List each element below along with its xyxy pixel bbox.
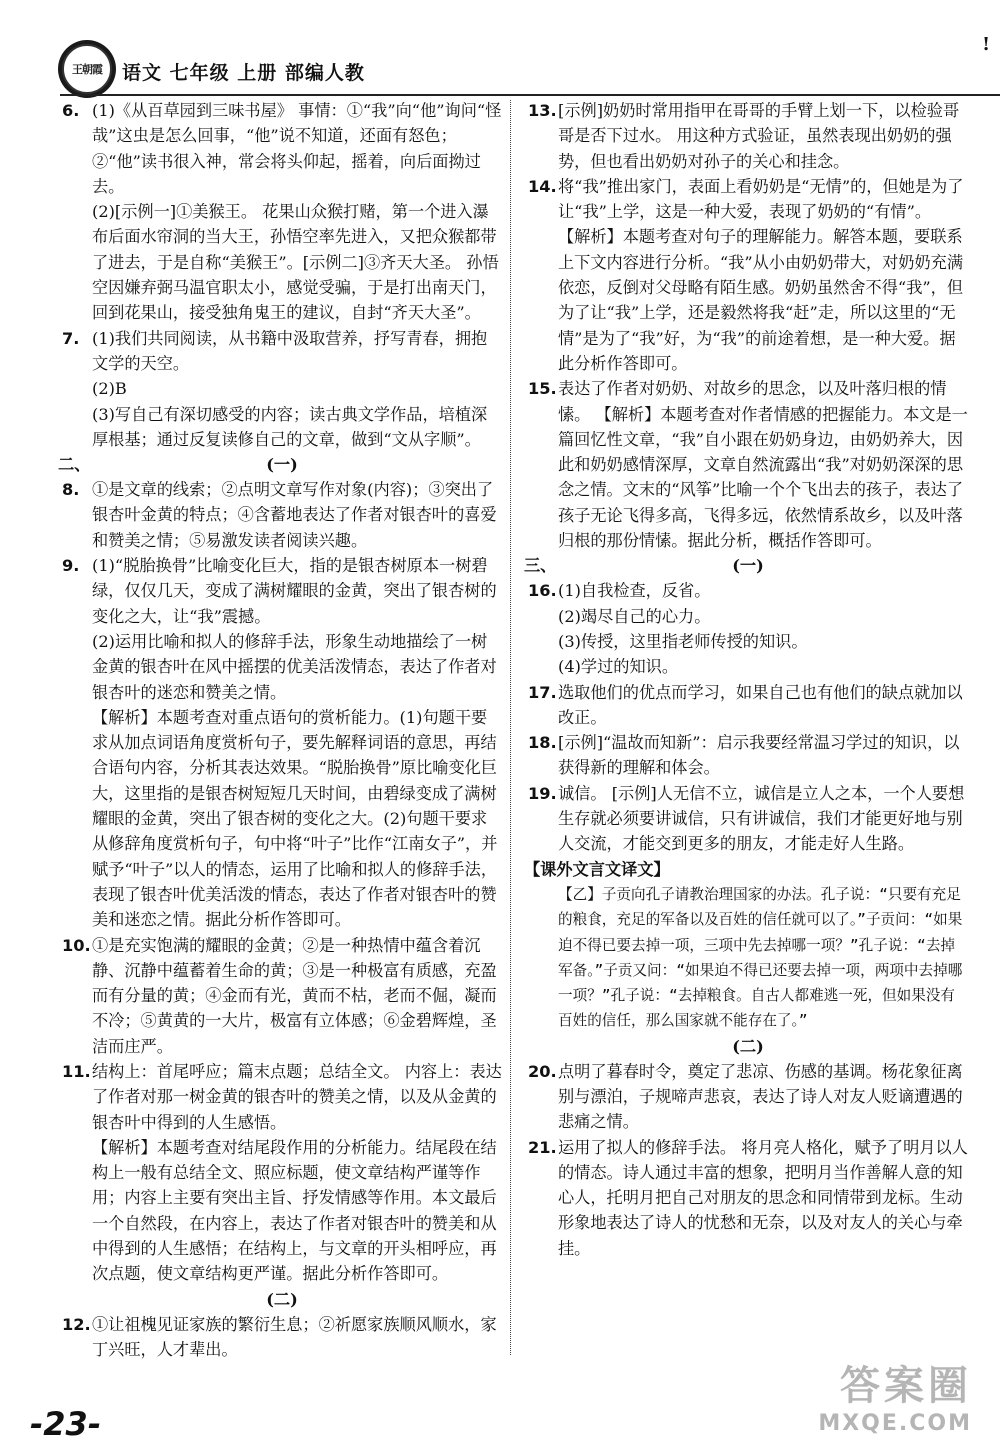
answer-text: 点明了暮春时令，奠定了悲凉、伤感的基调。杨花象征离别与漂泊，子规啼声悲哀，表达了诗人对友人贬谪遭遇的悲痛之情。 bbox=[558, 1061, 963, 1132]
question-item bbox=[528, 730, 968, 781]
answer-text: (2)[示例一]①美猴王。 花果山众猴打赌，第一个进入瀑布后面水帘洞的当大王，孙悟空率先进入，又把众猴都带了进去，于是自称“美猴王”。[示例二]③齐天大圣。 孙悟空因嫌弃弼马温官职太小，感觉受骗，于是打出南天门，回到花果山，接受独角鬼王的建议，自封“齐天大圣”。 bbox=[92, 202, 499, 323]
page-header bbox=[30, 28, 990, 98]
answer-text: [示例]奶奶时常用指甲在哥哥的手臂上划一下，以检验哥哥是否下过水。 用这种方式验证，虽然表现出奶奶的强势，但也看出奶奶对孙子的关心和挂念。 bbox=[558, 101, 960, 171]
question-item bbox=[528, 1059, 968, 1135]
question-item bbox=[528, 1135, 968, 1261]
answer-text: (1)“脱胎换骨”比喻变化巨大，指的是银杏树原本一树碧绿，仅仅几天，变成了满树耀眼的金黄，突出了银杏树的变化之大，让“我”震撼。 bbox=[92, 556, 497, 626]
question-item bbox=[528, 578, 968, 679]
publisher-logo bbox=[58, 40, 116, 98]
section-heading bbox=[524, 553, 968, 578]
subsection-title: (一) bbox=[266, 455, 298, 475]
answer-text: (4)学过的知识。 bbox=[558, 657, 679, 677]
section-number: 二、 bbox=[58, 455, 91, 475]
answer-text: (2)B bbox=[92, 379, 127, 399]
translation-text: 【乙】子贡向孔子请教治理国家的办法。孔子说：“只要有充足的粮食，充足的军备以及百姓的信任就可以了。”子贡问：“如果迫不得已要去掉一项，三项中先去掉哪一项？”孔子说：“去掉军备。”子贡又问：“如果迫不得已还要去掉一项，两项中去掉哪一项？”孔子说：“去掉粮食。自古人都难逃一死，但如果没有百姓的信任，那么国家就不能存在了。” bbox=[558, 885, 963, 1030]
page-number: -23- bbox=[30, 1405, 102, 1443]
right-column bbox=[524, 98, 968, 1261]
answer-text: 【解析】本题考查对重点语句的赏析能力。(1)句题干要求从加点词语角度赏析句子，要先解释词语的意思，再结合语句内容，分析其表达效果。“脱胎换骨”原比喻变化巨大，这里指的是银杏树短短几天时间，由碧绿变成了满树耀眼的金黄，突出了银杏树的变化之大。(2)句题干要求从修辞角度赏析句子，句中将“叶子”比作“江南女子”，并赋予“叶子”以人的情态，运用了比喻和拟人的修辞手法，表现了银杏叶优美活泼的情态，表达了作者对银杏叶的赞美和迷恋之情。据此分析作答即可。 bbox=[92, 707, 498, 930]
question-item bbox=[62, 326, 502, 452]
answer-text: ①是文章的线索；②点明文章写作对象(内容)；③突出了银杏叶金黄的特点；④含蓄地表达了作者对银杏叶的喜爱和赞美之情；⑤易激发读者阅读兴趣。 bbox=[92, 480, 497, 550]
question-item bbox=[62, 553, 502, 932]
answer-text: (3)写自己有深切感受的内容；读古典文学作品，培植深厚根基；通过反复读修自己的文章，做到“文从字顺”。 bbox=[92, 404, 488, 449]
header-rule bbox=[60, 94, 1000, 96]
left-column bbox=[58, 98, 502, 1362]
site-watermark bbox=[818, 1354, 972, 1436]
answer-text: (3)传授，这里指老师传授的知识。 bbox=[558, 631, 808, 651]
corner-mark: ! bbox=[982, 34, 990, 55]
book-title: 语文 七年级 上册 部编人教 bbox=[122, 62, 365, 84]
logo-text: 王朝霞 bbox=[62, 44, 112, 94]
answer-text: (1)自我检查，反省。 bbox=[558, 581, 711, 601]
section-heading bbox=[58, 452, 502, 477]
question-number: 9. bbox=[62, 556, 80, 576]
question-item bbox=[62, 1312, 502, 1363]
subsection-title: (一) bbox=[732, 556, 764, 576]
question-number: 19. bbox=[528, 783, 557, 803]
subsection-title: (二) bbox=[732, 1036, 764, 1056]
answer-text: [示例]“温故而知新”：启示我要经常温习学过的知识，以获得新的理解和体会。 bbox=[558, 733, 960, 778]
question-item bbox=[528, 98, 968, 174]
question-number: 16. bbox=[528, 581, 557, 601]
question-item bbox=[528, 680, 968, 731]
answer-text: (2)运用比喻和拟人的修辞手法，形象生动地描绘了一树金黄的银杏叶在风中摇摆的优美活泼情态，表达了作者对银杏叶的迷恋和赞美之情。 bbox=[92, 631, 497, 702]
answer-text: 运用了拟人的修辞手法。 将月亮人格化，赋予了明月以人的情态。诗人通过丰富的想象，把明月当作善解人意的知心人，托明月把自己对朋友的思念和同情带到龙标。生动形象地表达了诗人的忧愁和无奈，以及对友人的关心与牵挂。 bbox=[558, 1137, 968, 1258]
question-number: 8. bbox=[62, 480, 80, 500]
watermark-logo-text: 答案圈 bbox=[840, 1363, 972, 1409]
answer-text: (1)我们共同阅读，从书籍中汲取营养，抒写青春，拥抱文学的天空。 bbox=[92, 328, 488, 373]
section-number: 三、 bbox=[524, 556, 557, 576]
answer-text: ①让祖槐见证家族的繁衍生息；②祈愿家族顺风顺水，家丁兴旺，人才辈出。 bbox=[92, 1314, 497, 1359]
question-number: 11. bbox=[62, 1061, 91, 1081]
answer-text: 选取他们的优点而学习，如果自己也有他们的缺点就加以改正。 bbox=[558, 682, 963, 727]
answer-text: (2)竭尽自己的心力。 bbox=[558, 606, 711, 626]
answer-text: ①是充实饱满的耀眼的金黄；②是一种热情中蕴含着沉静、沉静中蕴蓄着生命的黄；③是一种极富有质感，充盈而有分量的黄；④金而有光，黄而不枯，老而不倔，凝而不冷；⑤黄黄的一大片，极富有立体感；⑥金碧辉煌，圣洁而庄严。 bbox=[92, 935, 497, 1056]
question-number: 13. bbox=[528, 101, 557, 120]
question-number: 17. bbox=[528, 682, 557, 702]
answer-text: 结构上：首尾呼应；篇末点题；总结全文。 内容上：表达了作者对那一树金黄的银杏叶的赞美之情，以及从金黄的银杏叶中得到的人生感悟。 bbox=[92, 1061, 502, 1132]
column-divider bbox=[510, 100, 511, 1355]
question-number: 18. bbox=[528, 733, 557, 753]
subsection-title: (二) bbox=[266, 1289, 298, 1309]
question-number: 15. bbox=[528, 379, 557, 399]
answer-text: 表达了作者对奶奶、对故乡的思念，以及叶落归根的情愫。 【解析】本题考查对作者情感的把握能力。本文是一篇回忆性文章，“我”自小跟在奶奶身边，由奶奶养大，因此和奶奶感情深厚，文章自然流露出“我”对奶奶深深的思念之情。文末的“风筝”比喻一个个飞出去的孩子，表达了孩子无论飞得多高，飞得多远，依然情系故乡，以及叶落归根的那份情愫。据此分析，概括作答即可。 bbox=[558, 379, 968, 551]
question-number: 10. bbox=[62, 935, 91, 955]
question-number: 6. bbox=[62, 101, 80, 120]
question-item bbox=[528, 174, 968, 376]
question-item bbox=[62, 933, 502, 1059]
question-number: 7. bbox=[62, 328, 80, 348]
translation-heading: 【课外文言文译文】 bbox=[524, 859, 670, 879]
answer-text: 【解析】本题考查对结尾段作用的分析能力。结尾段在结构上一般有总结全文、照应标题，使文章结构严谨等作用；内容上主要有突出主旨、抒发情感等作用。本文最后一个自然段，在内容上，表达了作者对银杏叶的赞美和从中得到的人生感悟；在结构上，与文章的开头相呼应，再次点题，使文章结构更严谨。据此分析作答即可。 bbox=[92, 1137, 497, 1284]
question-number: 20. bbox=[528, 1061, 557, 1081]
question-item bbox=[528, 781, 968, 857]
answer-text: 将“我”推出家门，表面上看奶奶是“无情”的，但她是为了让“我”上学，这是一种大爱，表现了奶奶的“有情”。 【解析】本题考查对句子的理解能力。解答本题，要联系上下文内容进行分析。“我”从小由奶奶带大，对奶奶充满依恋，反倒对父母略有陌生感。奶奶虽然舍不得“我”，但为了让“我”上学，还是毅然将我“赶”走，所以这里的“无情”是为了“我”好，为“我”的前途着想，是一种大爱。据此分析作答即可。 bbox=[558, 176, 964, 373]
question-item bbox=[62, 1059, 502, 1287]
question-number: 12. bbox=[62, 1314, 91, 1334]
question-number: 21. bbox=[528, 1137, 557, 1157]
question-item bbox=[62, 98, 502, 326]
question-number: 14. bbox=[528, 176, 557, 196]
watermark-url: MXQE.COM bbox=[818, 1411, 972, 1436]
answer-text: 诚信。 [示例]人无信不立，诚信是立人之本，一个人要想生存就必须要讲诚信，只有讲诚信，我们才能更好地与别人交流，才能交到更多的朋友，才能走好人生路。 bbox=[558, 783, 965, 854]
answer-text: (1)《从百草园到三味书屋》 事情：①“我”向“他”询问“怪哉”这虫是怎么回事，“他”说不知道，还面有怒色；②“他”读书很入神，常会将头仰起，摇着，向后面拗过去。 bbox=[92, 101, 502, 196]
question-item bbox=[528, 376, 968, 553]
question-item bbox=[62, 477, 502, 553]
